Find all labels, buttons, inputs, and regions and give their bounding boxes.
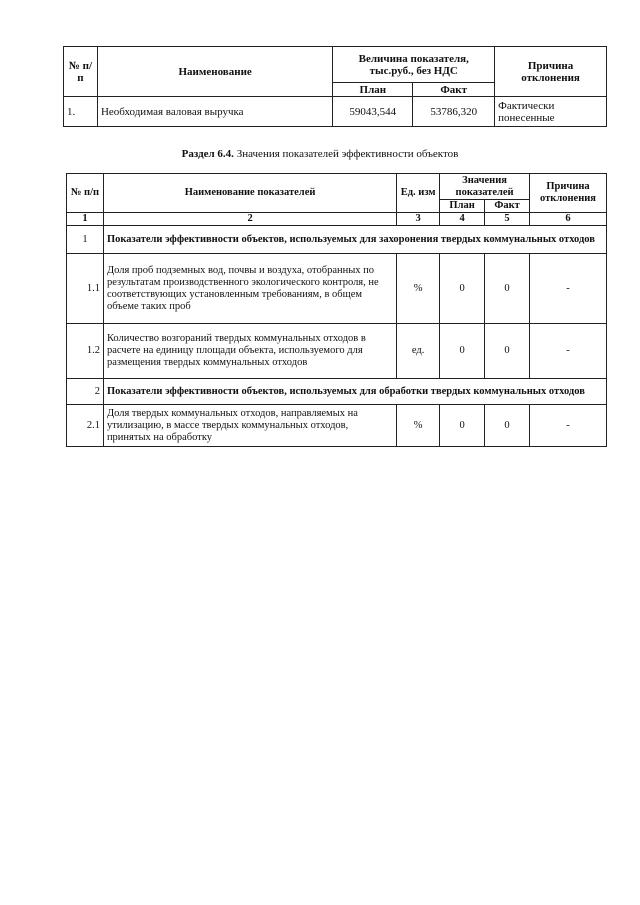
row-fact: 0 bbox=[485, 254, 530, 324]
table-row bbox=[67, 254, 607, 324]
table-row bbox=[64, 97, 607, 127]
col-number: 4 bbox=[440, 213, 485, 226]
row-num: 2.1 bbox=[67, 405, 104, 447]
row-fact: 0 bbox=[485, 405, 530, 447]
row-unit: ед. bbox=[397, 324, 440, 379]
section-label: Раздел 6.4. bbox=[181, 148, 234, 160]
section-num: 1 bbox=[67, 226, 104, 254]
row-name: Доля твердых коммунальных отходов, направляемых на утилизацию, в массе твердых коммунальных отходов, принятых на обработку bbox=[103, 405, 396, 447]
col-number: 5 bbox=[485, 213, 530, 226]
table-row bbox=[67, 405, 607, 447]
header-num: № п/п bbox=[67, 174, 104, 213]
row-plan: 0 bbox=[440, 324, 485, 379]
col-number: 3 bbox=[397, 213, 440, 226]
row-reason: - bbox=[530, 254, 607, 324]
col-number: 6 bbox=[530, 213, 607, 226]
row-unit: % bbox=[397, 254, 440, 324]
header-plan: План bbox=[333, 83, 413, 97]
row-num: 1. bbox=[64, 97, 98, 127]
row-reason: - bbox=[530, 405, 607, 447]
header-value: Величина показателя, тыс.руб., без НДС bbox=[333, 47, 495, 83]
row-unit: % bbox=[397, 405, 440, 447]
header-name: Наименование bbox=[97, 47, 332, 97]
row-name: Доля проб подземных вод, почвы и воздуха, отобранных по результатам производственного экологического контроля, не соответствующих установленным требованиям, в общем объеме таких проб bbox=[103, 254, 396, 324]
header-plan: План bbox=[440, 200, 485, 213]
row-name: Необходимая валовая выручка bbox=[97, 97, 332, 127]
section-caption bbox=[0, 148, 640, 160]
row-fact: 53786,320 bbox=[413, 97, 495, 127]
table-row bbox=[67, 324, 607, 379]
section-num: 2 bbox=[67, 379, 104, 405]
row-name: Количество возгораний твердых коммунальных отходов в расчете на единицу площади объекта, используемого для размещения твердых коммунальных отходов bbox=[103, 324, 396, 379]
column-number-row bbox=[67, 213, 607, 226]
section-title: Показатели эффективности объектов, используемых для обработки твердых коммунальных отходов bbox=[103, 379, 606, 405]
row-plan: 59043,544 bbox=[333, 97, 413, 127]
header-fact: Факт bbox=[413, 83, 495, 97]
section-row bbox=[67, 379, 607, 405]
row-num: 1.2 bbox=[67, 324, 104, 379]
row-reason: Фактически понесенные bbox=[495, 97, 607, 127]
header-name: Наименование показателей bbox=[103, 174, 396, 213]
efficiency-table bbox=[66, 173, 607, 447]
row-reason: - bbox=[530, 324, 607, 379]
section-title: Значения показателей эффективности объектов bbox=[233, 148, 459, 160]
section-title: Показатели эффективности объектов, используемых для захоронения твердых коммунальных отходов bbox=[103, 226, 606, 254]
revenue-table bbox=[63, 46, 607, 127]
section-row bbox=[67, 226, 607, 254]
col-number: 1 bbox=[67, 213, 104, 226]
row-fact: 0 bbox=[485, 324, 530, 379]
header-num: № п/п bbox=[64, 47, 98, 97]
col-number: 2 bbox=[103, 213, 396, 226]
row-plan: 0 bbox=[440, 405, 485, 447]
header-reason: Причина отклонения bbox=[530, 174, 607, 213]
header-reason: Причина отклонения bbox=[495, 47, 607, 97]
header-unit: Ед. изм bbox=[397, 174, 440, 213]
row-num: 1.1 bbox=[67, 254, 104, 324]
header-values: Значения показателей bbox=[440, 174, 530, 200]
header-fact: Факт bbox=[485, 200, 530, 213]
row-plan: 0 bbox=[440, 254, 485, 324]
